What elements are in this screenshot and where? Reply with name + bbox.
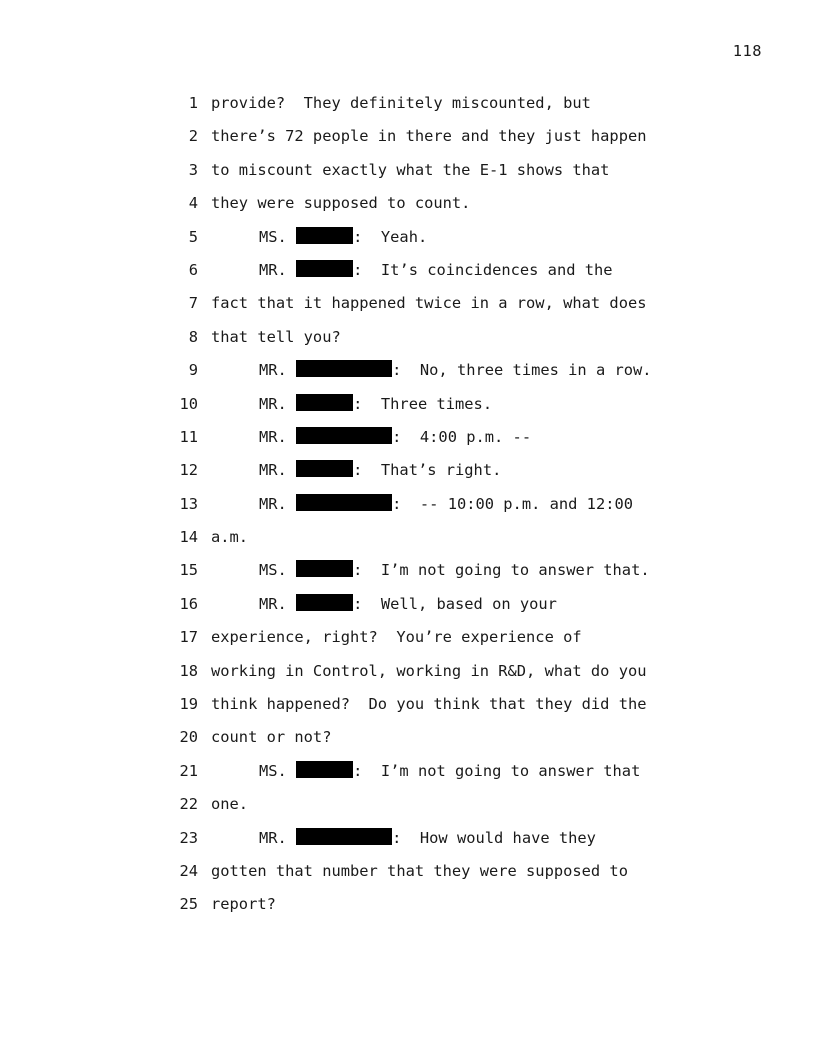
speech-text: : It’s coincidences and the — [353, 260, 613, 279]
transcript-line — [0, 588, 816, 621]
transcript-line — [0, 120, 816, 153]
speech-text: : How would have they — [392, 828, 596, 847]
speech-text: : No, three times in a row. — [392, 361, 652, 380]
line-number: 19 — [179, 695, 198, 714]
line-text — [211, 655, 647, 688]
transcript-line — [0, 788, 816, 821]
speech-text: provide? They definitely miscounted, but — [211, 94, 591, 112]
speaker-title: MR. — [259, 494, 287, 513]
redacted-name-block — [296, 494, 392, 511]
redacted-name-block — [296, 227, 353, 244]
transcript-line — [0, 655, 816, 688]
line-number: 14 — [179, 528, 198, 547]
line-text — [211, 855, 628, 888]
speaker-title: MR. — [259, 427, 287, 446]
speaker-title: MS. — [259, 227, 287, 246]
speech-text: : Three times. — [353, 394, 493, 413]
speaker-title: MS. — [259, 761, 287, 780]
line-text — [211, 120, 647, 153]
transcript-line — [0, 521, 816, 554]
line-number: 20 — [179, 728, 198, 747]
transcript-line — [0, 721, 816, 754]
speaker-title: MR. — [259, 361, 287, 380]
speaker-line — [259, 588, 557, 621]
speech-text: : I’m not going to answer that — [353, 761, 641, 780]
page-number: 118 — [732, 42, 762, 60]
redacted-name-block — [296, 761, 353, 778]
line-text — [211, 888, 276, 921]
speech-text: experience, right? You’re experience of — [211, 628, 582, 647]
line-number: 11 — [179, 427, 198, 446]
line-number: 1 — [188, 94, 198, 112]
transcript-line — [0, 554, 816, 587]
speech-text: they were supposed to count. — [211, 194, 471, 213]
line-text — [211, 321, 341, 354]
line-number: 8 — [188, 327, 198, 346]
speech-text: : I’m not going to answer that. — [353, 561, 650, 580]
speech-text: report? — [211, 895, 276, 914]
speaker-line — [259, 488, 633, 521]
speech-text: : Yeah. — [353, 227, 428, 246]
transcript-line — [0, 388, 816, 421]
transcript-line — [0, 321, 816, 354]
speaker-line — [259, 822, 596, 855]
line-number: 6 — [188, 260, 198, 279]
transcript-line — [0, 888, 816, 921]
redacted-name-block — [296, 594, 353, 611]
speaker-line — [259, 755, 640, 788]
transcript-line — [0, 154, 816, 187]
line-text — [211, 521, 248, 554]
line-number: 21 — [179, 761, 198, 780]
speech-text: count or not? — [211, 728, 332, 747]
speech-text: : 4:00 p.m. -- — [392, 427, 532, 446]
line-number: 16 — [179, 594, 198, 613]
speaker-title: MR. — [259, 828, 287, 847]
line-text — [211, 721, 331, 754]
line-number: 13 — [179, 494, 198, 513]
transcript-line — [0, 287, 816, 320]
transcript-body — [0, 87, 816, 922]
redacted-name-block — [296, 394, 353, 411]
speaker-title: MR. — [259, 461, 287, 480]
redacted-name-block — [296, 360, 392, 377]
speaker-line — [259, 388, 492, 421]
line-number: 24 — [179, 861, 198, 880]
line-text — [211, 87, 591, 120]
speaker-title: MR. — [259, 260, 287, 279]
line-number: 17 — [179, 628, 198, 647]
line-number: 7 — [188, 294, 198, 313]
speaker-title: MR. — [259, 594, 287, 613]
transcript-line — [0, 822, 816, 855]
speaker-line — [259, 354, 652, 387]
speaker-line — [259, 454, 501, 487]
line-number: 22 — [179, 795, 198, 814]
line-text — [211, 788, 248, 821]
redacted-name-block — [296, 560, 353, 577]
line-number: 18 — [179, 661, 198, 680]
speaker-title: MS. — [259, 561, 287, 580]
line-number: 23 — [179, 828, 198, 847]
line-number: 12 — [179, 461, 198, 480]
transcript-line — [0, 855, 816, 888]
transcript-line — [0, 688, 816, 721]
transcript-line — [0, 755, 816, 788]
redacted-name-block — [296, 427, 392, 444]
transcript-line — [0, 488, 816, 521]
line-number: 9 — [188, 361, 198, 380]
transcript-line — [0, 221, 816, 254]
speaker-line — [259, 554, 650, 587]
transcript-line — [0, 87, 816, 120]
speaker-line — [259, 421, 531, 454]
transcript-line — [0, 187, 816, 220]
line-number: 5 — [188, 227, 198, 246]
speech-text: gotten that number that they were supposed to — [211, 861, 628, 880]
line-number: 4 — [188, 194, 198, 213]
speech-text: working in Control, working in R&D, what do you — [211, 661, 647, 680]
transcript-line — [0, 254, 816, 287]
redacted-name-block — [296, 260, 353, 277]
line-text — [211, 621, 582, 654]
line-text — [211, 287, 647, 320]
speech-text: : -- 10:00 p.m. and 12:00 — [392, 494, 634, 513]
speech-text: that tell you? — [211, 327, 341, 346]
line-text — [211, 187, 470, 220]
line-number: 25 — [179, 895, 198, 914]
line-text — [211, 154, 609, 187]
redacted-name-block — [296, 460, 353, 477]
line-text — [211, 688, 647, 721]
speech-text: fact that it happened twice in a row, what does — [211, 294, 647, 313]
transcript-line — [0, 621, 816, 654]
speech-text: there’s 72 people in there and they just happen — [211, 127, 647, 146]
line-number: 2 — [188, 127, 198, 146]
speaker-line — [259, 254, 613, 287]
speech-text: one. — [211, 795, 249, 814]
transcript-line — [0, 354, 816, 387]
transcript-line — [0, 421, 816, 454]
speech-text: : Well, based on your — [353, 594, 557, 613]
redacted-name-block — [296, 828, 392, 845]
line-number: 3 — [188, 160, 198, 179]
speech-text: : That’s right. — [353, 461, 502, 480]
line-number: 10 — [179, 394, 198, 413]
speaker-title: MR. — [259, 394, 287, 413]
speech-text: think happened? Do you think that they did the — [211, 695, 647, 714]
speech-text: a.m. — [211, 528, 249, 547]
speech-text: to miscount exactly what the E-1 shows that — [211, 160, 610, 179]
speaker-line — [259, 221, 427, 254]
line-number: 15 — [179, 561, 198, 580]
transcript-line — [0, 454, 816, 487]
